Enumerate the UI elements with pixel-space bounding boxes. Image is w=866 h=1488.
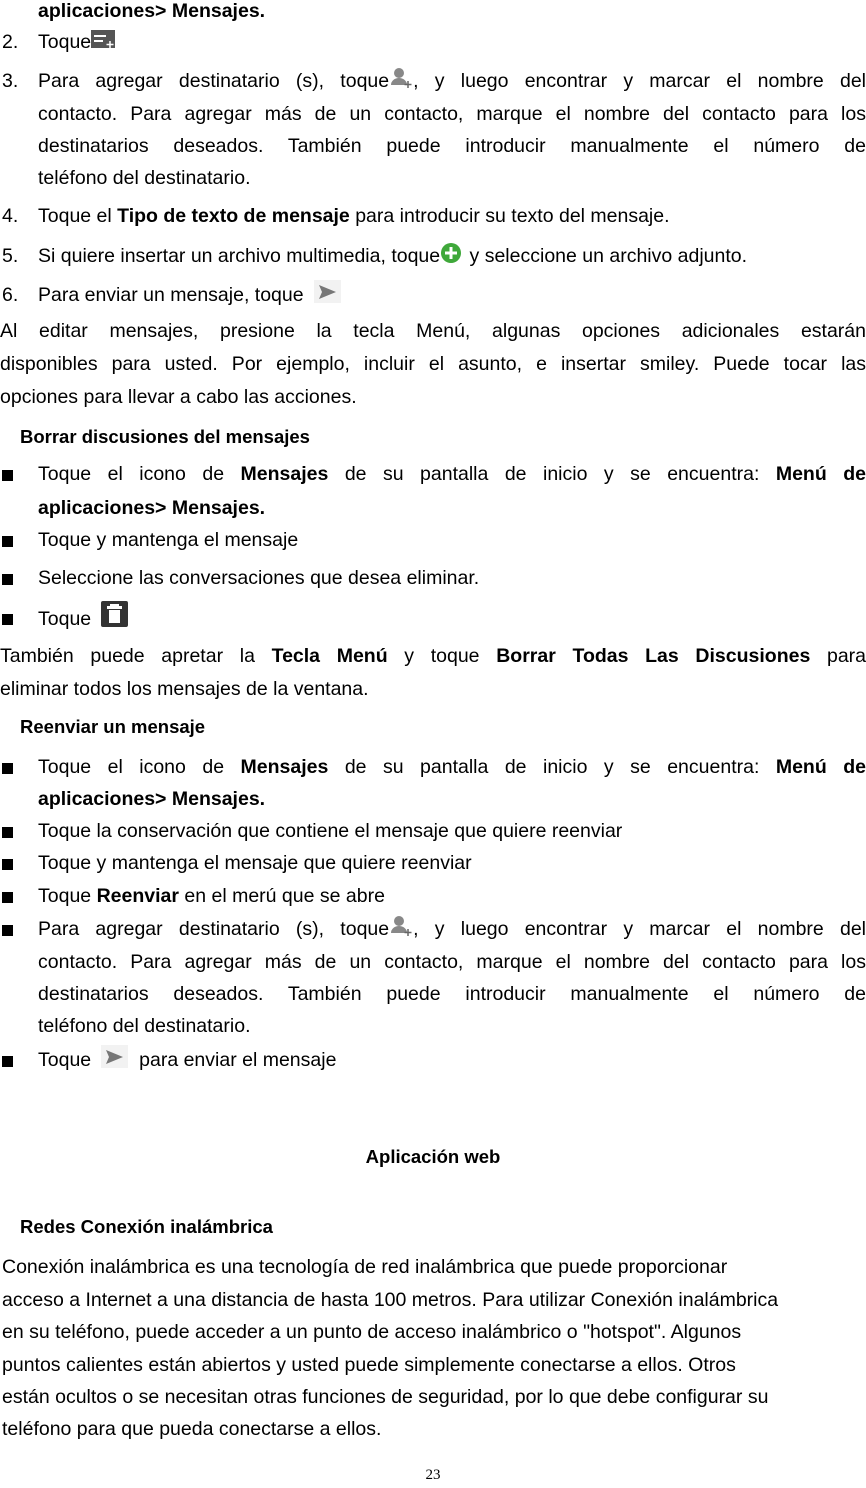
step-3-line-2: contacto. Para agregar más de un contacto, marque el nombre del contacto para los [38, 103, 866, 125]
bullet-square [2, 574, 13, 585]
bullet-square [2, 536, 13, 547]
sec2-bullet-5-line-1: Para agregar destinatario (s), toque , y luego encontrar y marcar el nombre del [38, 918, 866, 940]
step-6: Para enviar un mensaje, toque [38, 284, 866, 306]
add-contact-icon [389, 67, 413, 89]
para1-line-1: Al editar mensajes, presione la tecla Menú, algunas opciones adicionales estarán [0, 320, 866, 342]
sec1-bullet-1-line-2: aplicaciones> Mensajes. [38, 497, 266, 519]
page-number: 23 [425, 1467, 441, 1483]
section-heading-borrar: Borrar discusiones del mensajes [20, 426, 310, 447]
step-2: Toque [38, 31, 866, 53]
sec3-line-6: teléfono para que pueda conectarse a ellos. [2, 1418, 382, 1440]
web-title: Aplicación web [365, 1146, 501, 1167]
sec1-bullet-3: Seleccione las conversaciones que desea eliminar. [38, 567, 480, 589]
sec3-line-5: están ocultos o se necesitan otras funciones de seguridad, por lo que debe configurar su [2, 1386, 769, 1408]
bullet-square [2, 827, 13, 838]
step-4: Toque el Tipo de texto de mensaje para introducir su texto del mensaje. [38, 205, 670, 227]
bullet-square [2, 1056, 13, 1067]
step-3-line-1: Para agregar destinatario (s), toque , y luego encontrar y marcar el nombre del [38, 70, 866, 92]
step-2-number: 2. [2, 31, 19, 53]
add-contact-icon [389, 915, 413, 937]
sec3-line-2: acceso a Internet a una distancia de hasta 100 metros. Para utilizar Conexión inalámbrica [2, 1289, 779, 1311]
send-icon [101, 1045, 129, 1069]
sec2-bullet-1-line-2: aplicaciones> Mensajes. [38, 788, 266, 810]
step-3-line-4: teléfono del destinatario. [38, 167, 251, 189]
bullet-square [2, 892, 13, 903]
para1-line-2: disponibles para usted. Por ejemplo, incluir el asunto, e insertar smiley. Puede tocar las [0, 353, 866, 375]
send-icon [314, 280, 342, 304]
step-5-number: 5. [2, 245, 19, 267]
section-heading-reenviar: Reenviar un mensaje [20, 716, 206, 737]
bullet-square [2, 470, 13, 481]
sec2-bullet-5-line-3: destinatarios deseados. También puede introducir manualmente el número de [38, 983, 866, 1005]
sec1-bullet-1-line-1: Toque el icono de Mensajes de su pantalla de inicio y se encuentra: Menú de [38, 463, 866, 485]
sec2-bullet-1-line-1: Toque el icono de Mensajes de su pantalla de inicio y se encuentra: Menú de [38, 756, 866, 778]
new-message-icon [91, 29, 117, 51]
step-3-number: 3. [2, 70, 19, 92]
step-5: Si quiere insertar un archivo multimedia, toque y seleccione un archivo adjunto. [38, 245, 866, 267]
sec3-line-3: en su teléfono, puede acceder a un punto de acceso inalámbrico o "hotspot". Algunos [2, 1321, 742, 1343]
para1-line-3: opciones para llevar a cabo las acciones. [0, 386, 357, 408]
step-6-number: 6. [2, 284, 19, 306]
sec2-bullet-5-line-2: contacto. Para agregar más de un contacto, marque el nombre del contacto para los [38, 951, 866, 973]
sec2-bullet-2: Toque la conservación que contiene el mensaje que quiere reenviar [38, 820, 623, 842]
sec2-bullet-6: Toque para enviar el mensaje [38, 1049, 866, 1071]
sec2-bullet-4: Toque Reenviar en el merú que se abre [38, 885, 385, 907]
sec1-bullet-2: Toque y mantenga el mensaje [38, 529, 299, 551]
para2-line-1: También puede apretar la Tecla Menú y toque Borrar Todas Las Discusiones para [0, 645, 866, 667]
para2-line-2: eliminar todos los mensajes de la ventana. [0, 678, 369, 700]
top-line: aplicaciones> Mensajes. [38, 0, 266, 22]
bullet-square [2, 763, 13, 774]
bullet-square [2, 614, 13, 625]
sec3-line-1: Conexión inalámbrica es una tecnología de red inalámbrica que puede proporcionar [2, 1256, 728, 1278]
bullet-square [2, 925, 13, 936]
step-4-number: 4. [2, 205, 19, 227]
sec2-bullet-5-line-4: teléfono del destinatario. [38, 1015, 251, 1037]
attach-plus-icon [440, 242, 464, 264]
step-3-line-3: destinatarios deseados. También puede introducir manualmente el número de [38, 135, 866, 157]
section-heading-redes: Redes Conexión inalámbrica [20, 1216, 273, 1237]
sec1-bullet-4: Toque [38, 607, 866, 629]
trash-icon [101, 601, 129, 627]
sec3-line-4: puntos calientes están abiertos y usted puede simplemente conectarse a ellos. Otros [2, 1354, 736, 1376]
sec2-bullet-3: Toque y mantenga el mensaje que quiere reenviar [38, 852, 472, 874]
bullet-square [2, 859, 13, 870]
